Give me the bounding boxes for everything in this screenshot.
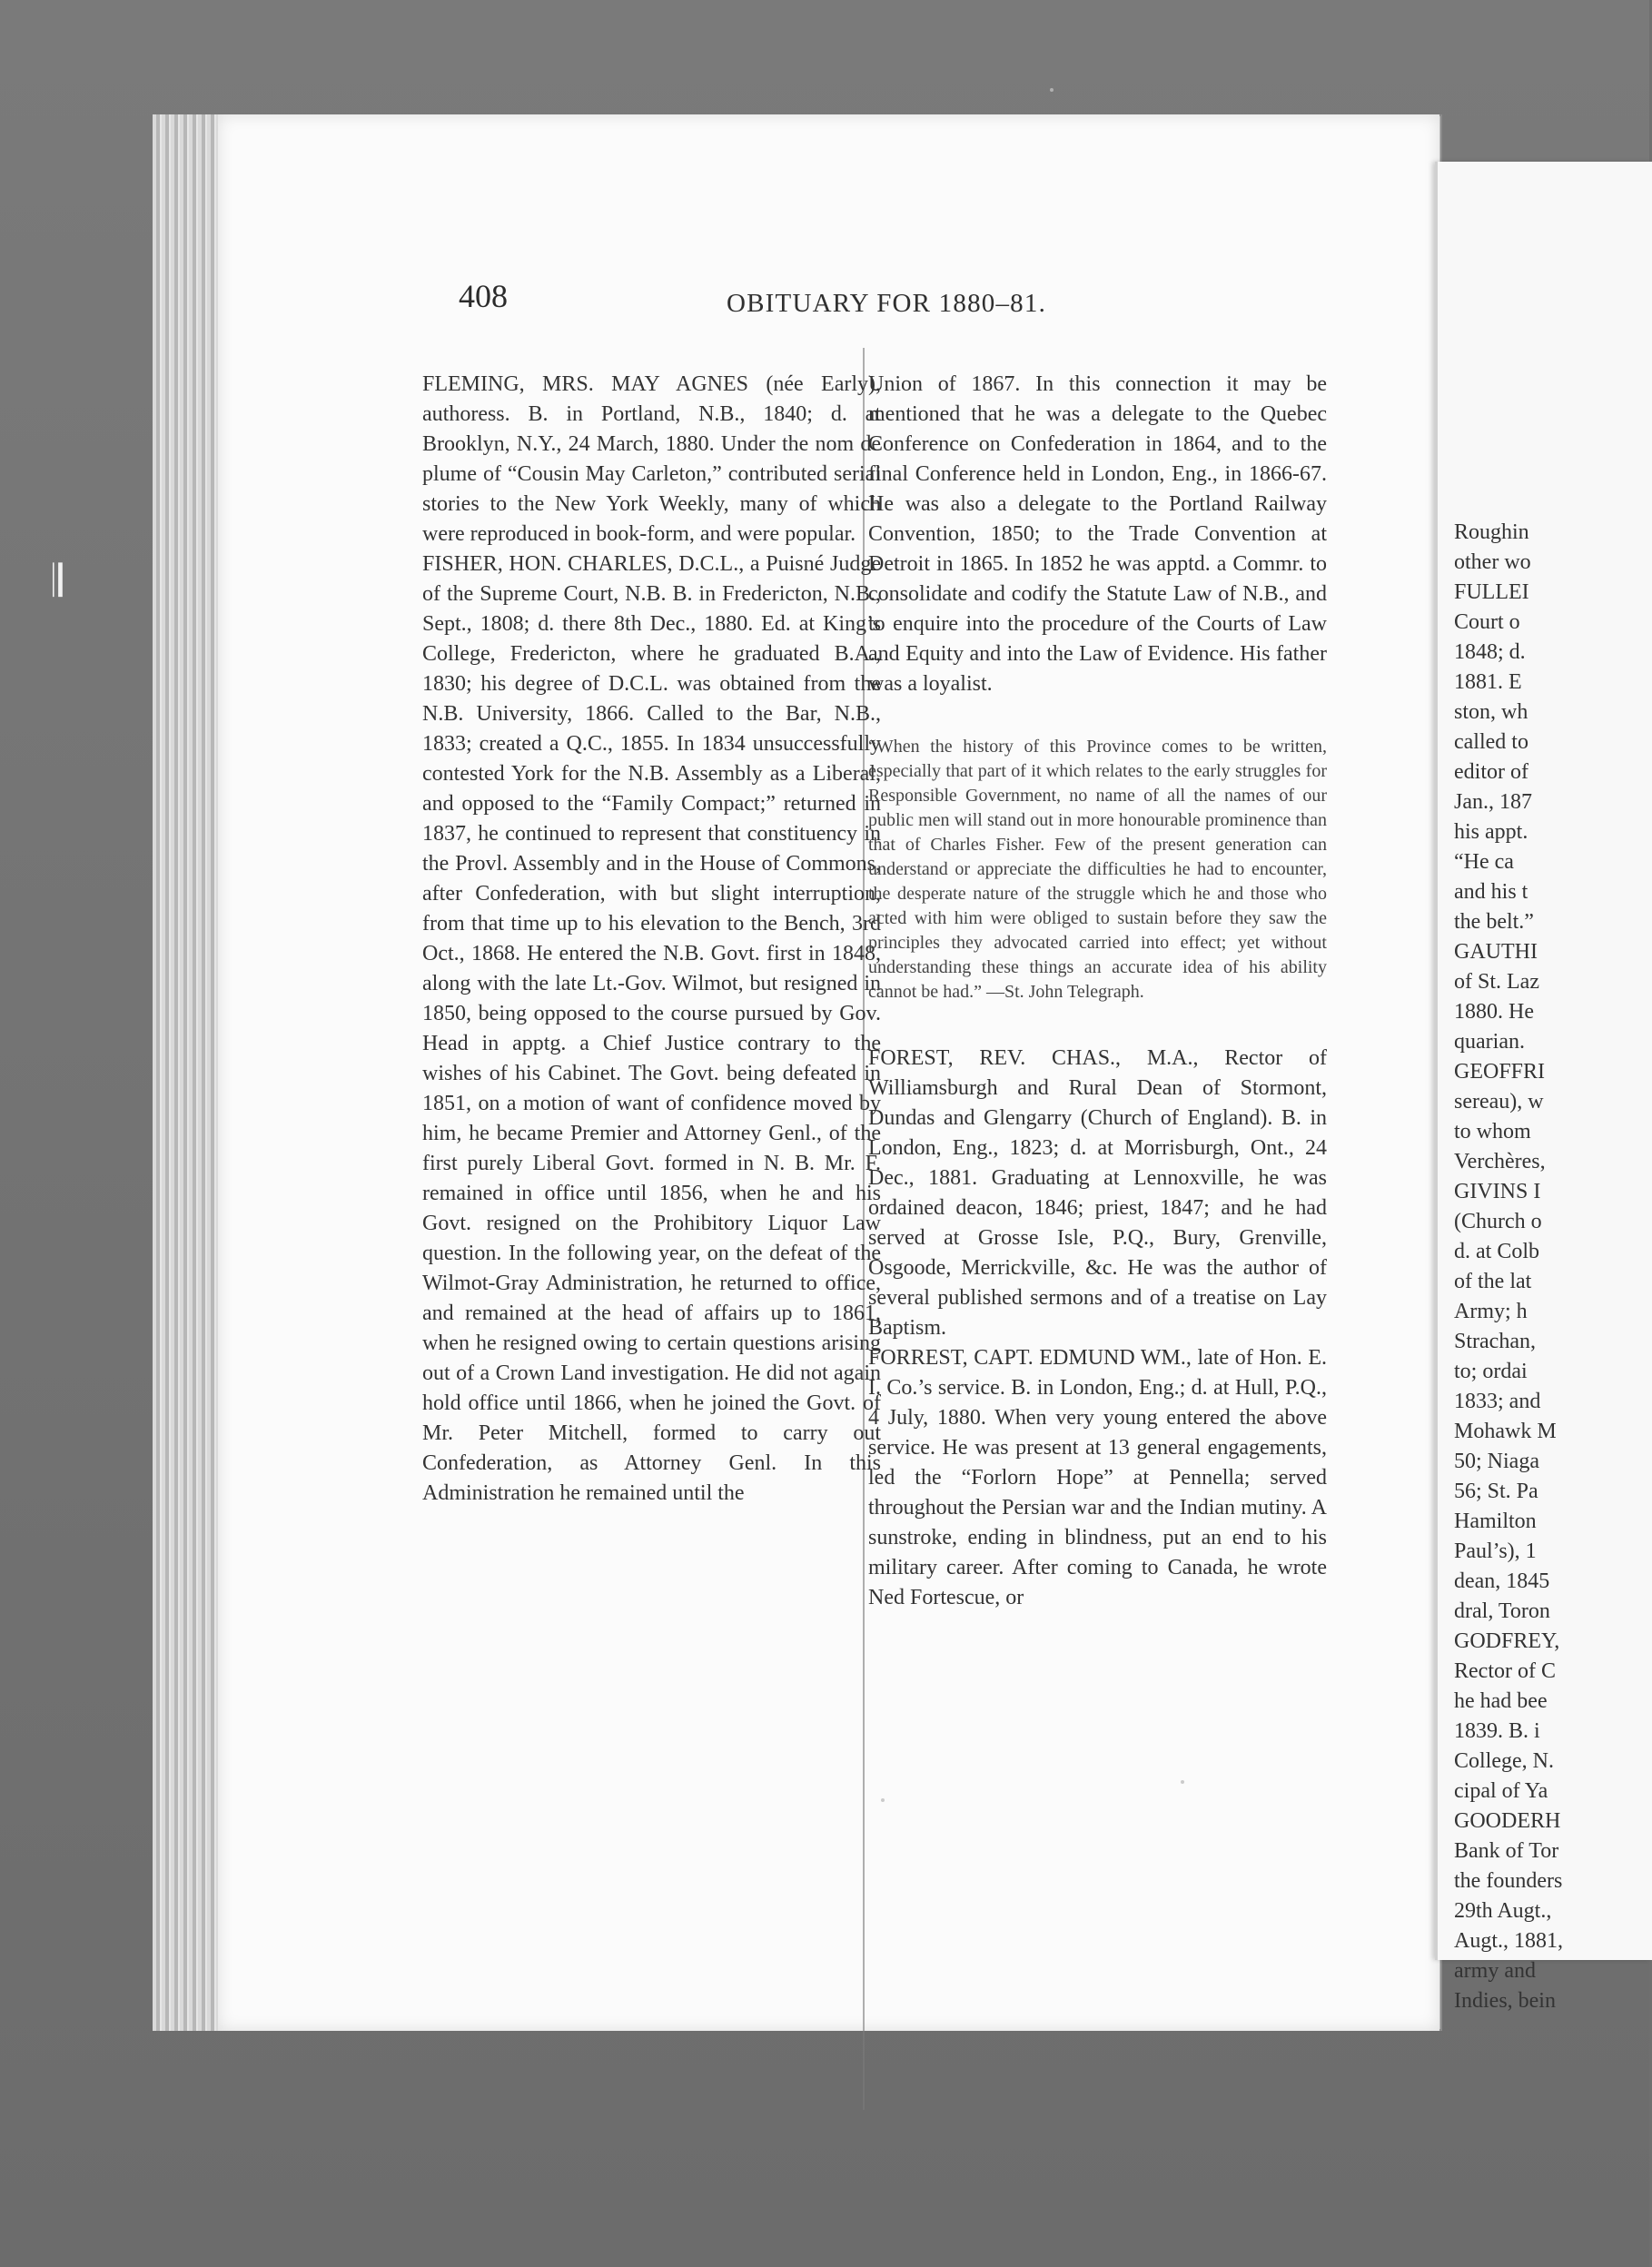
right-column [868, 340, 1327, 2002]
running-head: OBITUARY FOR 1880–81. [727, 289, 1047, 318]
right-page [1435, 162, 1652, 2013]
quotation: “When the history of this Province comes to be written, especially that part of it which relates to the early struggles for Responsible Government, no name of all the names of our public men will stand out in more honourable prominence than that of Charles Fisher. Few of the present generation can understand or appreciate the difficulties he had to encounter, the desperate nature of the struggle which he and those who acted with him were obliged to sustain before they saw the principles they advocated carried into effect; yet without understanding these things an accurate idea of his ability cannot be had.” —St. John Telegraph. [868, 737, 1327, 1002]
left-column [422, 340, 881, 1866]
page-number: 408 [459, 278, 508, 314]
right-column-text-continued: FOREST, REV. CHAS., M.A., Rector of Williamsburgh and Rural Dean of Stormont, Dundas and Glengarry (Church of England). B. in London, Eng., 1823; d. at Morrisburgh, Ont., 24 Dec., 1881. Graduating at Lennoxville, he was ordained deacon, 1846; priest, 1847; and he had served at Grosse Isle, P.Q., Bury, Grenville, Osgoode, Merrickville, &c. He was the author of several published sermons and of a treatise on Lay Baptism. FORREST, CAPT. EDMUND WM., late of Hon. E. I. Co.’s service. B. in London, Eng.; d. at Hull, P.Q., 4 July, 1880. When very young entered the above service. He was present at 13 general engagements, led the “Forlorn Hope” at Pennella; served throughout the Persian war and the Indian mutiny. A sunstroke, ending in blindness, put an end to his military career. After coming to Canada, he wrote Ned Fortescue, or [868, 1046, 1327, 1609]
left-column-text: FLEMING, MRS. MAY AGNES (née Early), authoress. B. in Portland, N.B., 1840; d. at Brooklyn, N.Y., 24 March, 1880. Under the nom de plume of “Cousin May Carleton,” contributed serial stories to the New York Weekly, many of which were reproduced in book-form, and were popular. FISHER, HON. CHARLES, D.C.L., a Puisné Judge of the Supreme Court, N.B. B. in Fredericton, N.B., Sept., 1808; d. there 8th Dec., 1880. Ed. at King’s College, Fredericton, where he graduated B.A., 1830; his degree of D.C.L. was obtained from the N.B. University, 1866. Called to the Bar, N.B., 1833; created a Q.C., 1855. In 1834 unsuccessfully contested York for the N.B. Assembly as a Liberal, and opposed to the “Family Compact;” returned in 1837, he continued to represent that constituency in the Provl. Assembly and in the House of Commons, after Confederation, with but slight interruption, from that time up to his elevation to the Bench, 3rd Oct., 1868. He entered the N.B. Govt. first in 1848, along with the late Lt.-Gov. Wilmot, but resigned in 1850, being opposed to the course pursued by Gov. Head in apptg. a Chief Justice contrary to the wishes of his Cabinet. The Govt. being defeated in 1851, on a motion of want of confidence moved by him, he became Premier and Attorney Genl., of the first purely Liberal Govt. formed in N. B. Mr. F. remained in office until 1856, when he and his Govt. resigned on the Prohibitory Liquor Law question. In the following year, on the defeat of the Wilmot-Gray Administration, he returned to office, and remained at the head of affairs up to 1861, when he resigned owing to certain questions arising out of a Crown Land investigation. He did not again hold office until 1866, when he joined the Govt. of Mr. Peter Mitchell, formed to carry out Confederation, as Attorney Genl. In this Administration he remained until the [422, 372, 881, 1505]
right-column-text: Union of 1867. In this connection it may be mentioned that he was a delegate to the Quebec Conference on Confederation in 1864, and to the final Conference held in London, Eng., in 1866-67. He was also a delegate to the Portland Railway Convention, 1850; to the Trade Convention at Detroit in 1865. In 1852 he was apptd. a Commr. to consolidate and codify the Statute Law of N.B., and to enquire into the procedure of the Courts of Law and Equity and into the Law of Evidence. His father was a loyalist. [868, 372, 1327, 696]
margin-mark-icon: 𝄂 [53, 556, 63, 607]
page-edges [153, 114, 220, 2031]
dust-speck [1181, 1780, 1184, 1784]
dust-speck [881, 1798, 885, 1802]
dust-speck [1050, 88, 1054, 92]
right-page-fragment-text: Roughin other wo FULLEI Court o 1848; d. 1881. E ston, wh called to editor of Jan., 187 his appt. “He ca and his t the belt.” GAUTHI of St. Laz 1880. He quarian. GEOFFRI sereau), w to whom Verchères, GIVINS I (Church o d. at Colb of the lat Army; h Strachan, to; ordai 1833; and Mohawk M 50; Niaga 56; St. Pa Hamilton Paul’s), 1 dean, 1845 dral, Toron GODFREY, Rector of C he had bee 1839. B. i College, N. cipal of Ya GOODERH Bank of Tor the founders 29th Augt., Augt., 1881, army and Indies, bein [1454, 520, 1563, 2013]
